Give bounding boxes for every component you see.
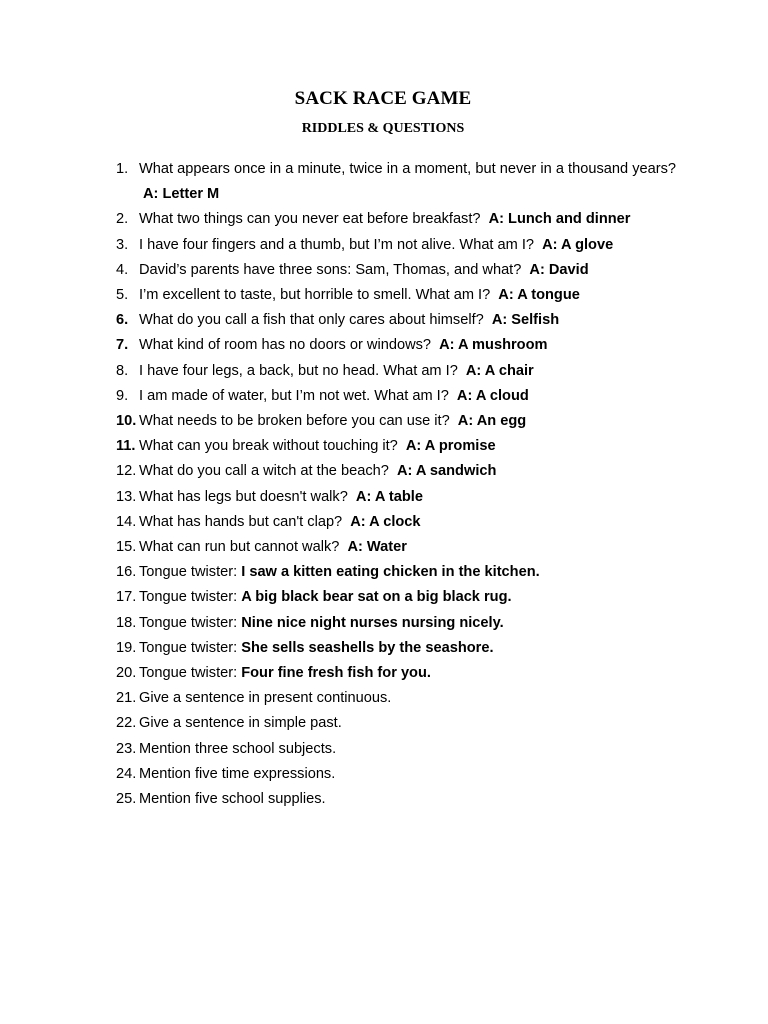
list-item <box>116 585 676 610</box>
item-number: 9. <box>116 387 129 404</box>
item-text <box>139 585 676 610</box>
item-question: What kind of room has no doors or windows? <box>139 337 432 354</box>
item-number: 22. <box>116 715 137 732</box>
list-item <box>116 308 676 333</box>
item-tongue-twister: A big black bear sat on a big black rug. <box>241 589 512 606</box>
item-question: What needs to be broken before you can use it? <box>139 413 450 430</box>
list-item <box>116 485 676 510</box>
item-text <box>139 258 676 283</box>
item-answer: A: Lunch and dinner <box>488 211 631 228</box>
item-text <box>139 535 676 560</box>
item-text <box>139 560 676 585</box>
item-number: 6. <box>116 312 129 329</box>
list-item <box>116 434 676 459</box>
item-number: 21. <box>116 690 137 707</box>
item-text <box>139 233 676 258</box>
item-question: Give a sentence in simple past. <box>139 715 342 732</box>
document-title: SACK RACE GAME <box>294 88 472 109</box>
item-tongue-twister: I saw a kitten eating chicken in the kitchen. <box>241 564 540 581</box>
item-number: 12. <box>116 463 137 480</box>
item-text <box>139 283 676 308</box>
item-question: What can run but cannot walk? <box>139 539 340 556</box>
item-number: 25. <box>116 791 137 808</box>
item-text <box>139 459 676 484</box>
item-text <box>139 737 676 762</box>
item-text <box>139 787 676 812</box>
item-number: 20. <box>116 665 137 682</box>
list-item <box>116 207 676 232</box>
list-item <box>116 737 676 762</box>
item-number: 10. <box>116 413 137 430</box>
item-answer: A: An egg <box>457 413 527 430</box>
item-number: 16. <box>116 564 137 581</box>
list-item <box>116 636 676 661</box>
item-answer: A: David <box>529 261 589 278</box>
item-number: 11. <box>116 438 136 455</box>
list-item <box>116 333 676 358</box>
list-item <box>116 409 676 434</box>
list-item <box>116 258 676 283</box>
list-item <box>116 711 676 736</box>
list-item <box>116 787 676 812</box>
item-number: 3. <box>116 236 129 253</box>
item-question: I have four fingers and a thumb, but I’m not alive. What am I? <box>139 236 535 253</box>
item-number: 24. <box>116 765 137 782</box>
item-question: Tongue twister: <box>139 589 238 606</box>
item-number: 7. <box>116 337 129 354</box>
item-answer: A: Water <box>347 539 407 556</box>
item-answer: A: A mushroom <box>439 337 548 354</box>
item-text <box>139 611 676 636</box>
item-text <box>139 510 676 535</box>
item-text <box>139 711 676 736</box>
item-tongue-twister: Four fine fresh fish for you. <box>241 665 431 682</box>
item-question: What do you call a witch at the beach? <box>139 463 389 480</box>
item-question: Mention three school subjects. <box>139 740 337 757</box>
list-item <box>116 686 676 711</box>
item-text <box>139 434 676 459</box>
item-question: Mention five school supplies. <box>139 791 326 808</box>
item-tongue-twister: She sells seashells by the seashore. <box>241 639 494 656</box>
item-answer: A: A cloud <box>456 387 529 404</box>
item-question: I am made of water, but I’m not wet. What am I? <box>139 387 449 404</box>
item-text <box>139 409 676 434</box>
item-answer: A: Letter M <box>143 186 220 203</box>
item-number: 23. <box>116 740 137 757</box>
item-question: What two things can you never eat before breakfast? <box>139 211 481 228</box>
item-number: 15. <box>116 539 137 556</box>
item-text <box>139 636 676 661</box>
item-question: Tongue twister: <box>139 639 238 656</box>
item-number: 14. <box>116 513 137 530</box>
item-number: 19. <box>116 639 137 656</box>
item-question: What has hands but can't clap? <box>139 513 343 530</box>
item-text <box>139 384 676 409</box>
item-text <box>139 157 676 207</box>
item-answer: A: Selfish <box>491 312 560 329</box>
item-question: What has legs but doesn't walk? <box>139 488 348 505</box>
item-question: I’m excellent to taste, but horrible to smell. What am I? <box>139 287 491 304</box>
list-item <box>116 459 676 484</box>
list-item <box>116 560 676 585</box>
list-item <box>116 157 676 207</box>
item-number: 13. <box>116 488 137 505</box>
item-number: 4. <box>116 261 129 278</box>
item-text <box>139 333 676 358</box>
item-answer: A: A promise <box>405 438 496 455</box>
item-number: 18. <box>116 614 137 631</box>
item-text <box>139 485 676 510</box>
list-item <box>116 283 676 308</box>
item-question: I have four legs, a back, but no head. What am I? <box>139 362 458 379</box>
item-text <box>139 359 676 384</box>
item-question: What do you call a fish that only cares about himself? <box>139 312 484 329</box>
item-text <box>139 308 676 333</box>
list-item <box>116 384 676 409</box>
item-question: Mention five time expressions. <box>139 765 336 782</box>
item-text <box>139 762 676 787</box>
list-item <box>116 762 676 787</box>
item-number: 17. <box>116 589 137 606</box>
riddle-list <box>116 157 676 812</box>
item-question: What can you break without touching it? <box>139 438 398 455</box>
list-item <box>116 661 676 686</box>
list-item <box>116 359 676 384</box>
list-item <box>116 510 676 535</box>
item-answer: A: A chair <box>465 362 534 379</box>
item-number: 8. <box>116 362 129 379</box>
item-answer: A: A clock <box>350 513 421 530</box>
item-text <box>139 661 676 686</box>
item-question: What appears once in a minute, twice in a moment, but never in a thousand years? <box>139 161 676 177</box>
item-question: Tongue twister: <box>139 564 238 581</box>
list-item <box>116 535 676 560</box>
item-question: Tongue twister: <box>139 614 238 631</box>
item-text <box>139 686 676 711</box>
item-number: 5. <box>116 287 129 304</box>
list-item <box>116 233 676 258</box>
item-question: Give a sentence in present continuous. <box>139 690 392 707</box>
item-answer: A: A tongue <box>498 287 580 304</box>
item-question: Tongue twister: <box>139 665 238 682</box>
item-number: 2. <box>116 211 129 228</box>
item-answer: A: A glove <box>542 236 614 253</box>
item-answer: A: A sandwich <box>396 463 497 480</box>
item-question: David’s parents have three sons: Sam, Thomas, and what? <box>139 261 522 278</box>
item-answer: A: A table <box>355 488 423 505</box>
item-number: 1. <box>116 161 129 177</box>
item-tongue-twister: Nine nice night nurses nursing nicely. <box>241 614 504 631</box>
list-item <box>116 611 676 636</box>
document-subtitle: RIDDLES & QUESTIONS <box>301 121 465 136</box>
item-text <box>139 207 676 232</box>
